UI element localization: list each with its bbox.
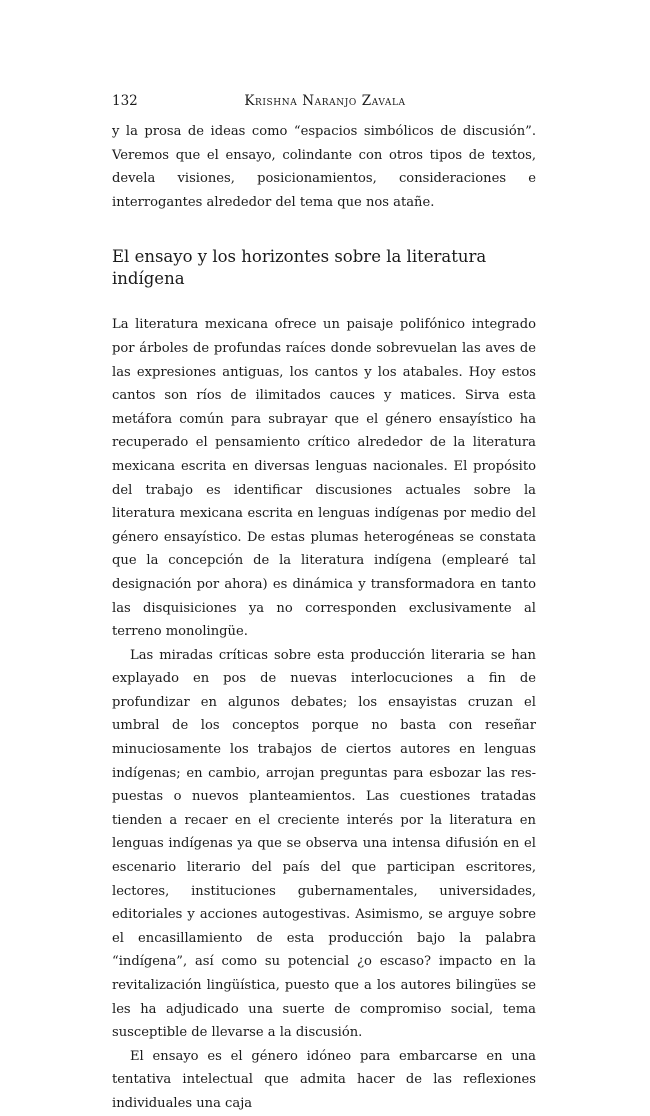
running-head-author: Krishna Naranjo Zavala bbox=[244, 93, 406, 109]
body-paragraph-1: La literatura mexicana ofrece un paisaje polifónico integrado por árboles de profundas raíces donde sobrevuelan las aves de las expresiones antiguas, los cantos y los atabales. Hoy estos cantos son ríos de ilimitados cauces y matices. Sirva esta metáfora común para subrayar que el género ensayístico ha recuperado el pensamiento crítico alrededor de la literatura mexicana escrita en diversas lenguas nacionales. El propósito del trabajo es identificar discusiones actuales sobre la literatura mexicana escrita en lenguas indígenas por medio del género ensayístico. De estas plumas heterogéneas se constata que la concepción de la literatura indígena (emplearé tal designación por ahora) es dinámica y transformadora en tanto las disquisiciones ya no corresponden exclusivamente al terreno monolingüe. bbox=[112, 317, 536, 640]
body-paragraph-2: Las miradas críticas sobre esta producción literaria se han explayado en pos de nuevas interlocuciones a fin de profundizar en algunos debates; los ensayistas cruzan el umbral de los conceptos porque no basta con reseñar minuciosamente los trabajos de ciertos autores en lenguas indígenas; en cambio, arrojan preguntas para esbozar las respuestas o nuevos planteamientos. Las cuestiones tratadas tienden a recaer en el creciente interés por la literatura en lenguas indígenas ya que se observa una intensa difusión en el escenario literario del país del que participan escritores, lectores, instituciones gubernamentales, universidades, editoriales y acciones autogestivas. Asimismo, se arguye sobre el encasillamiento de esta producción bajo la palabra “indígena”, así como su potencial ¿o escaso? impacto en la revitalización lingüística, puesto que a los autores bilingües se les ha adjudicado una suerte de compromiso social, tema susceptible de llevarse a la discusión. bbox=[112, 647, 536, 1041]
section-heading: El ensayo y los horizontes sobre la literatura indígena bbox=[112, 247, 487, 289]
page-header bbox=[0, 91, 650, 111]
intro-paragraph: y la prosa de ideas como “espacios simbólicos de discusión”. Veremos que el ensayo, colindante con otros tipos de textos, devela visiones, posicionamientos, consideraciones e interrogantes alrededor del tema que nos atañe. bbox=[112, 124, 536, 210]
page-body bbox=[112, 120, 536, 1116]
page-number: 132 bbox=[112, 93, 138, 109]
body-paragraph-3: El ensayo es el género idóneo para embarcarse en una tentativa intelectual que admita hacer de las reflexiones individuales una caja bbox=[112, 1048, 536, 1111]
